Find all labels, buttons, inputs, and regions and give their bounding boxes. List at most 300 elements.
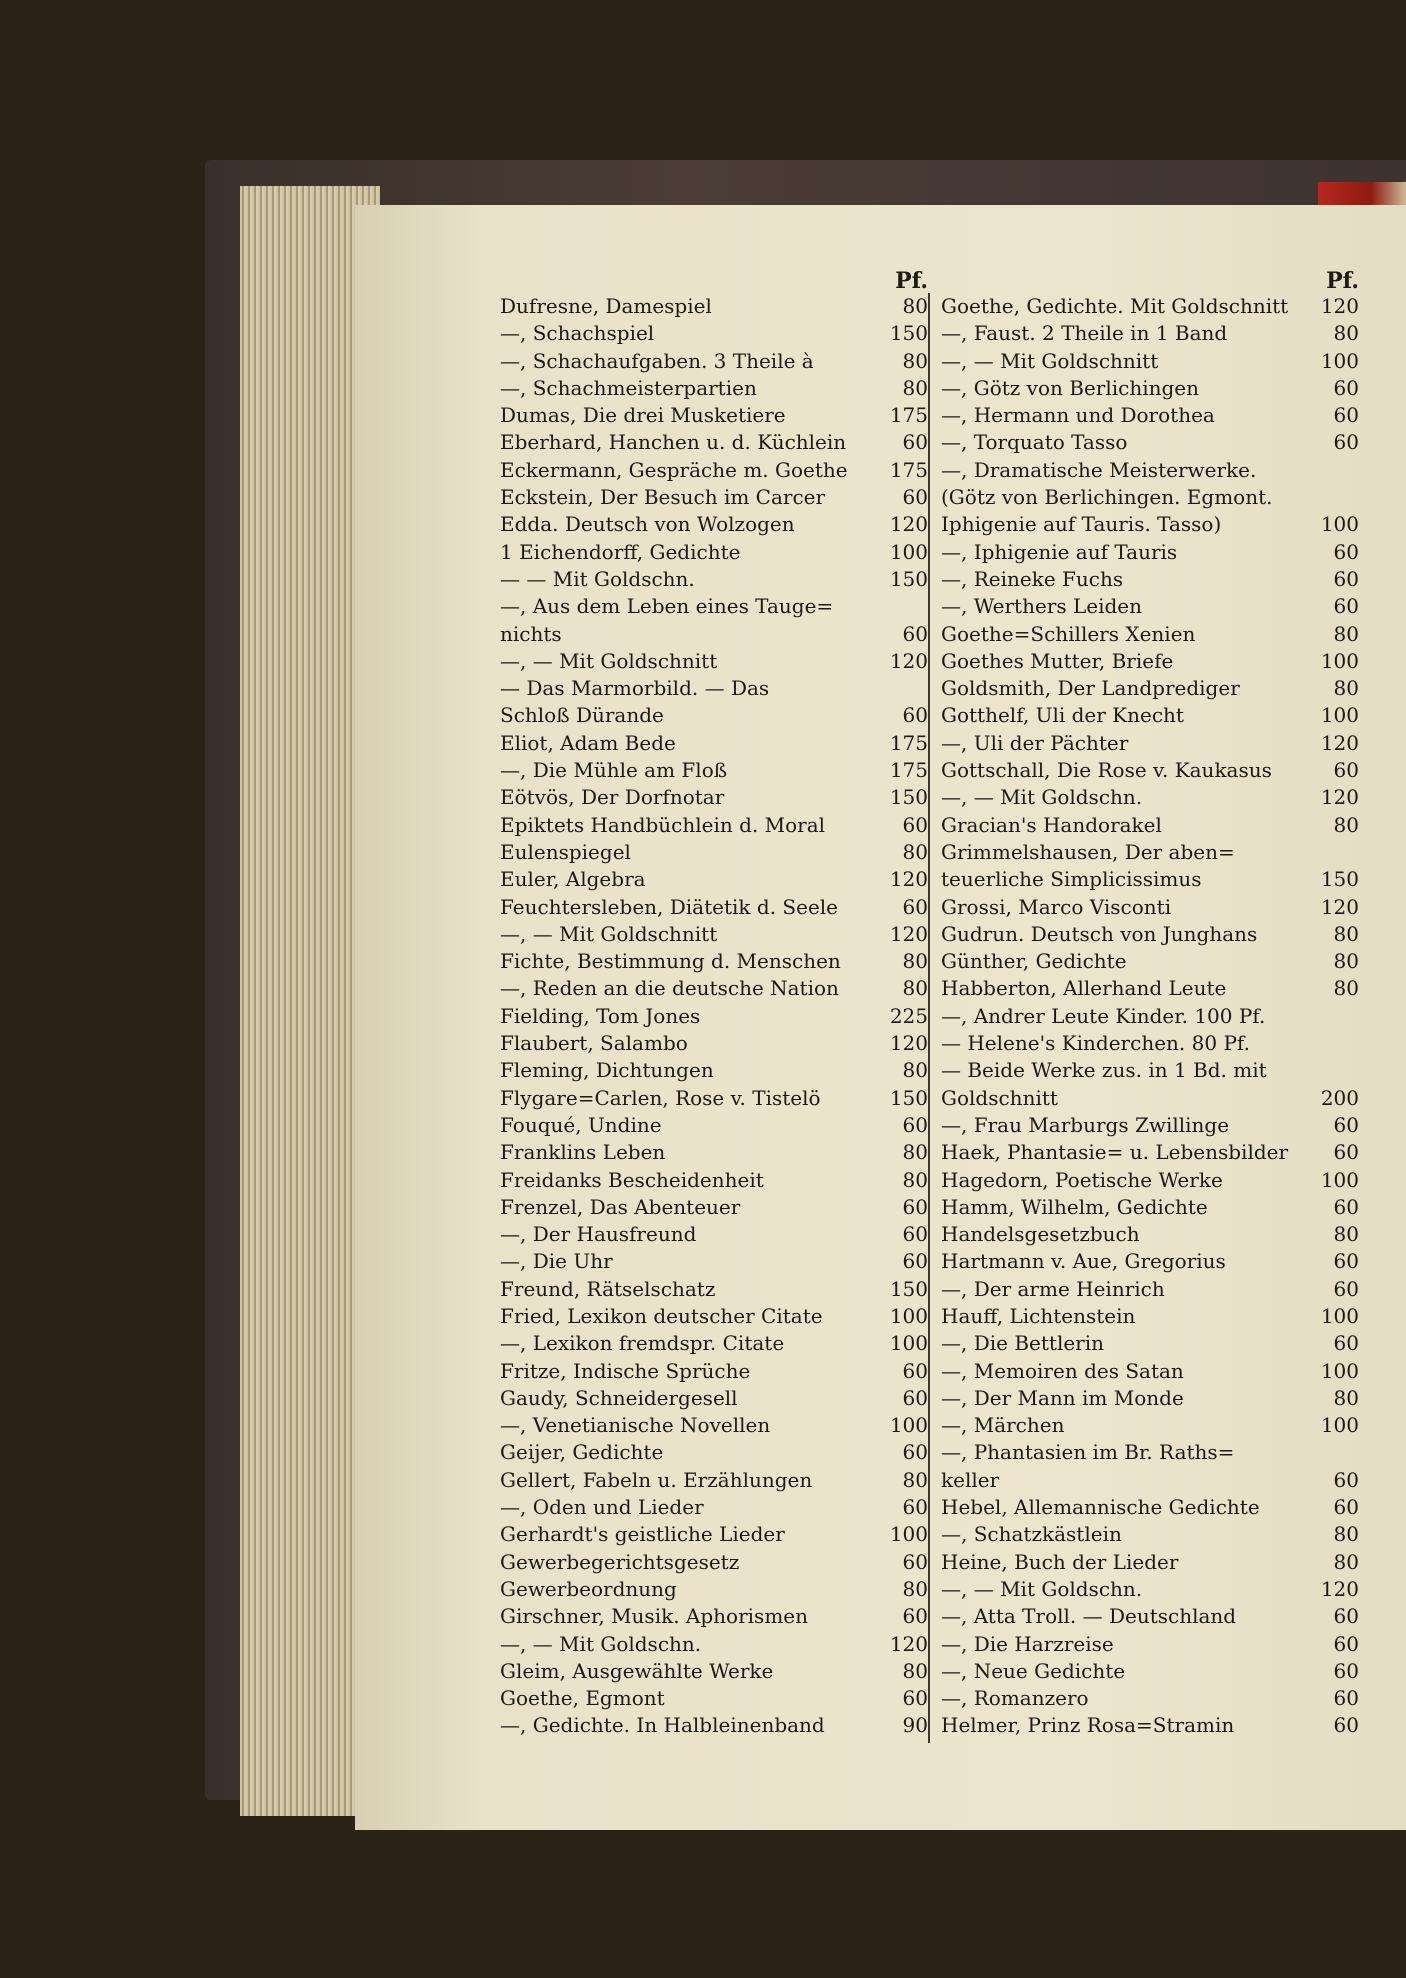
entry-price: 80 (902, 1058, 928, 1083)
entry-title: Hauff, Lichtenstein (941, 1303, 1136, 1328)
list-item (941, 457, 1359, 484)
list-item (941, 1167, 1359, 1194)
entry-title: —, — Mit Goldschnitt (500, 648, 718, 673)
entry-price: 60 (902, 1549, 928, 1574)
entry-title: —, — Mit Goldschn. (941, 1576, 1143, 1601)
entry-price: 60 (902, 1686, 928, 1711)
list-item (941, 1712, 1359, 1739)
entry-price: 80 (1333, 1385, 1359, 1410)
entry-price: 60 (1333, 1604, 1359, 1629)
entry-price: 60 (1333, 566, 1359, 591)
entry-price: 80 (902, 294, 928, 318)
entry-title: —, Reden an die deutsche Nation (500, 976, 839, 1001)
list-item (941, 293, 1359, 320)
entry-title: Gewerbegerichtsgesetz (500, 1549, 740, 1574)
entry-title: — Das Marmorbild. — Das (500, 676, 770, 701)
list-item (941, 1003, 1359, 1030)
list-item (941, 839, 1359, 866)
entry-title: Gerhardt's geistliche Lieder (500, 1522, 785, 1547)
entry-title: Hamm, Wilhelm, Gedichte (941, 1194, 1208, 1219)
entry-price: 80 (1333, 1522, 1359, 1547)
entry-price: 150 (889, 785, 928, 810)
entry-title: Hartmann v. Aue, Gregorius (941, 1249, 1226, 1274)
list-item (941, 757, 1359, 784)
list-item (941, 1139, 1359, 1166)
entry-price: 60 (902, 812, 928, 837)
entry-price: 60 (902, 1385, 928, 1410)
entry-price: 60 (1333, 594, 1359, 619)
entry-price: 80 (902, 1658, 928, 1683)
list-item (941, 1685, 1359, 1712)
entry-price: 60 (1333, 1658, 1359, 1683)
entry-price: 60 (1333, 1467, 1359, 1492)
entry-title: Eberhard, Hanchen u. d. Küchlein (500, 430, 847, 455)
list-item (500, 1467, 928, 1494)
entry-title: Feuchtersleben, Diätetik d. Seele (500, 894, 839, 919)
entry-price: 60 (902, 1604, 928, 1629)
entry-price: 175 (889, 730, 928, 755)
entry-price: 60 (902, 1495, 928, 1520)
entry-title: Goethe, Egmont (500, 1686, 665, 1711)
entry-price: 120 (889, 867, 928, 892)
entry-title: —, Schachspiel (500, 321, 655, 346)
entry-title: Fritze, Indische Sprüche (500, 1358, 751, 1383)
list-item (500, 1521, 928, 1548)
entry-title: Goldschnitt (941, 1085, 1058, 1110)
entry-title: Frenzel, Das Abenteuer (500, 1194, 741, 1219)
entry-title: —, Die Uhr (500, 1249, 613, 1274)
entry-title: —, Die Mühle am Floß (500, 758, 728, 783)
entry-price: 225 (889, 1003, 928, 1028)
entry-title: Geijer, Gedichte (500, 1440, 664, 1465)
list-item (500, 702, 928, 729)
list-item (500, 484, 928, 511)
list-item (500, 593, 928, 620)
entry-price: 150 (1320, 867, 1359, 892)
list-item (500, 1712, 928, 1739)
list-item (941, 975, 1359, 1002)
list-item (500, 648, 928, 675)
entry-title: —, Schachaufgaben. 3 Theile à (500, 348, 814, 373)
entry-price: 80 (1333, 921, 1359, 946)
list-item (500, 1549, 928, 1576)
list-item (500, 1385, 928, 1412)
entry-title: —, Faust. 2 Theile in 1 Band (941, 321, 1228, 346)
entry-title: Günther, Gedichte (941, 949, 1127, 974)
entry-title: Fleming, Dichtungen (500, 1058, 714, 1083)
entry-title: Gellert, Fabeln u. Erzählungen (500, 1467, 813, 1492)
entry-title: Gotthelf, Uli der Knecht (941, 703, 1184, 728)
list-item (500, 511, 928, 538)
entry-price: 120 (889, 1631, 928, 1656)
entry-title: Dufresne, Damespiel (500, 294, 712, 318)
entry-title: Eulenspiegel (500, 839, 631, 864)
entry-title: Gleim, Ausgewählte Werke (500, 1658, 774, 1683)
entry-price: 60 (902, 430, 928, 455)
entry-price: 60 (1333, 1686, 1359, 1711)
list-item (941, 1221, 1359, 1248)
entry-title: keller (941, 1467, 1000, 1492)
list-item (500, 1167, 928, 1194)
entry-price: 60 (1333, 1495, 1359, 1520)
entry-price: 100 (889, 539, 928, 564)
list-item (500, 1276, 928, 1303)
entry-price: 60 (1333, 758, 1359, 783)
entry-title: —, Aus dem Leben eines Tauge= (500, 594, 834, 619)
list-item (941, 648, 1359, 675)
entry-title: —, Märchen (941, 1413, 1065, 1438)
entry-title: —, Der Mann im Monde (941, 1385, 1184, 1410)
list-item (941, 1631, 1359, 1658)
list-item (500, 1303, 928, 1330)
entry-title: —, Werthers Leiden (941, 594, 1143, 619)
entry-price: 100 (889, 1522, 928, 1547)
list-item (500, 1631, 928, 1658)
list-item (500, 1576, 928, 1603)
list-item (500, 429, 928, 456)
entry-title: Habberton, Allerhand Leute (941, 976, 1227, 1001)
entry-title: —, Romanzero (941, 1686, 1089, 1711)
entry-price: 120 (1320, 785, 1359, 810)
entry-price: 80 (1333, 621, 1359, 646)
list-item (941, 702, 1359, 729)
entry-price: 80 (1333, 321, 1359, 346)
entry-price: 120 (1320, 730, 1359, 755)
entry-title: Gracian's Handorakel (941, 812, 1162, 837)
list-item (500, 1412, 928, 1439)
entry-price: 80 (1333, 1549, 1359, 1574)
entry-price: 60 (1333, 1140, 1359, 1165)
list-item (941, 1385, 1359, 1412)
list-item (941, 1030, 1359, 1057)
list-item (941, 1658, 1359, 1685)
list-item (941, 1521, 1359, 1548)
entry-title: Iphigenie auf Tauris. Tasso) (941, 512, 1222, 537)
list-item (941, 593, 1359, 620)
list-item (500, 948, 928, 975)
entry-title: —, — Mit Goldschn. (500, 1631, 702, 1656)
entry-title: —, Oden und Lieder (500, 1495, 704, 1520)
entry-title: —, Phantasien im Br. Raths= (941, 1440, 1235, 1465)
list-item (500, 1057, 928, 1084)
entry-title: —, Uli der Pächter (941, 730, 1129, 755)
entry-title: —, Dramatische Meisterwerke. (941, 457, 1257, 482)
entry-title: —, Gedichte. In Halbleinenband (500, 1713, 825, 1738)
entry-price: 60 (902, 485, 928, 510)
list-item (500, 812, 928, 839)
entry-title: —, Der arme Heinrich (941, 1276, 1165, 1301)
entry-price: 80 (902, 1467, 928, 1492)
entry-price: 60 (1333, 430, 1359, 455)
entry-title: Grimmelshausen, Der aben= (941, 839, 1235, 864)
entry-price: 120 (1320, 894, 1359, 919)
entry-title: —, — Mit Goldschnitt (500, 921, 718, 946)
entry-price: 100 (1320, 348, 1359, 373)
list-item (500, 1658, 928, 1685)
entry-price: 80 (1333, 949, 1359, 974)
list-item (941, 948, 1359, 975)
entry-title: Edda. Deutsch von Wolzogen (500, 512, 795, 537)
column-divider (928, 293, 930, 1743)
list-item (500, 730, 928, 757)
entry-title: —, Venetianische Novellen (500, 1413, 771, 1438)
list-item (500, 1112, 928, 1139)
entry-title: — Helene's Kinderchen. 80 Pf. (941, 1031, 1250, 1056)
entry-price: 60 (902, 1194, 928, 1219)
entry-price: 100 (889, 1413, 928, 1438)
entry-title: —, Schachmeisterpartien (500, 375, 757, 400)
entry-title: Handelsgesetzbuch (941, 1222, 1140, 1247)
entry-price: 60 (1333, 403, 1359, 428)
entry-price: 120 (1320, 1576, 1359, 1601)
entry-price: 60 (902, 1222, 928, 1247)
entry-title: — Beide Werke zus. in 1 Bd. mit (941, 1058, 1267, 1083)
entry-price: 90 (902, 1713, 928, 1738)
list-item (500, 1439, 928, 1466)
entry-price: 60 (1333, 1249, 1359, 1274)
entry-price: 120 (889, 512, 928, 537)
entry-title: Flygare=Carlen, Rose v. Tistelö (500, 1085, 821, 1110)
right-column (941, 293, 1359, 1740)
entry-price: 60 (1333, 1713, 1359, 1738)
entry-title: Schloß Dürande (500, 703, 664, 728)
list-item (500, 1194, 928, 1221)
list-item (500, 894, 928, 921)
entry-title: nichts (500, 621, 562, 646)
entry-title: Freund, Rätselschatz (500, 1276, 716, 1301)
entry-title: —, Die Harzreise (941, 1631, 1114, 1656)
entry-price: 120 (889, 648, 928, 673)
entry-price: 175 (889, 403, 928, 428)
list-item (941, 1412, 1359, 1439)
list-item (941, 320, 1359, 347)
list-item (500, 1139, 928, 1166)
list-item (500, 921, 928, 948)
entry-price: 100 (1320, 1167, 1359, 1192)
list-item (500, 320, 928, 347)
list-item (500, 348, 928, 375)
entry-title: Gaudy, Schneidergesell (500, 1385, 738, 1410)
list-item (941, 375, 1359, 402)
entry-title: —, Andrer Leute Kinder. 100 Pf. (941, 1003, 1266, 1028)
entry-price: 200 (1320, 1085, 1359, 1110)
list-item (500, 1085, 928, 1112)
list-item (941, 1467, 1359, 1494)
entry-title: Flaubert, Salambo (500, 1031, 688, 1056)
entry-title: —, Die Bettlerin (941, 1331, 1105, 1356)
entry-title: Gudrun. Deutsch von Junghans (941, 921, 1258, 946)
list-item (500, 866, 928, 893)
entry-price: 100 (1320, 648, 1359, 673)
list-item (941, 511, 1359, 538)
entry-price: 80 (1333, 812, 1359, 837)
list-item (500, 675, 928, 702)
list-item (941, 1194, 1359, 1221)
entry-price: 60 (1333, 1194, 1359, 1219)
entry-price: 120 (889, 921, 928, 946)
entry-price: 60 (902, 1112, 928, 1137)
list-item (941, 1248, 1359, 1275)
list-item (500, 784, 928, 811)
entry-title: Fried, Lexikon deutscher Citate (500, 1303, 823, 1328)
entry-title: Eckermann, Gespräche m. Goethe (500, 457, 848, 482)
list-item (941, 1549, 1359, 1576)
bookmark-ribbon (1318, 182, 1406, 206)
entry-price: 120 (889, 1031, 928, 1056)
entry-price: 100 (889, 1331, 928, 1356)
entry-title: Heine, Buch der Lieder (941, 1549, 1179, 1574)
entry-price: 100 (1320, 1413, 1359, 1438)
entry-title: Dumas, Die drei Musketiere (500, 403, 786, 428)
entry-price: 60 (902, 703, 928, 728)
entry-title: Goldsmith, Der Landprediger (941, 676, 1240, 701)
list-item (500, 1685, 928, 1712)
entry-price: 80 (1333, 676, 1359, 701)
list-item (500, 375, 928, 402)
entry-title: 1 Eichendorff, Gedichte (500, 539, 741, 564)
entry-title: Eckstein, Der Besuch im Carcer (500, 485, 826, 510)
list-item (941, 812, 1359, 839)
entry-price: 80 (902, 375, 928, 400)
list-item (941, 1576, 1359, 1603)
entry-title: —, Torquato Tasso (941, 430, 1128, 455)
entry-price: 60 (902, 1358, 928, 1383)
entry-price: 60 (1333, 1331, 1359, 1356)
entry-price: 150 (889, 1276, 928, 1301)
list-item (941, 675, 1359, 702)
list-item (500, 402, 928, 429)
entry-title: Girschner, Musik. Aphorismen (500, 1604, 808, 1629)
list-item (941, 1276, 1359, 1303)
list-item (500, 757, 928, 784)
list-item (500, 1603, 928, 1630)
entry-price: 60 (1333, 539, 1359, 564)
list-item (941, 1358, 1359, 1385)
entry-price: 80 (1333, 976, 1359, 1001)
entry-title: Epiktets Handbüchlein d. Moral (500, 812, 826, 837)
list-item (500, 1030, 928, 1057)
entry-title: —, Iphigenie auf Tauris (941, 539, 1178, 564)
list-item (941, 1439, 1359, 1466)
entry-title: — — Mit Goldschn. (500, 566, 695, 591)
entry-price: 60 (1333, 375, 1359, 400)
entry-title: Fouqué, Undine (500, 1112, 662, 1137)
list-item (500, 621, 928, 648)
list-item (941, 1057, 1359, 1084)
list-item (941, 1330, 1359, 1357)
entry-title: Franklins Leben (500, 1140, 666, 1165)
entry-title: Fielding, Tom Jones (500, 1003, 701, 1028)
entry-title: teuerliche Simplicissimus (941, 867, 1202, 892)
entry-title: Grossi, Marco Visconti (941, 894, 1172, 919)
entry-price: 100 (889, 1303, 928, 1328)
entry-title: (Götz von Berlichingen. Egmont. (941, 485, 1273, 510)
entry-price: 60 (902, 621, 928, 646)
entry-title: Hagedorn, Poetische Werke (941, 1167, 1223, 1192)
entry-price: 80 (902, 949, 928, 974)
entry-title: —, Neue Gedichte (941, 1658, 1126, 1683)
entry-title: Fichte, Bestimmung d. Menschen (500, 949, 841, 974)
list-item (941, 1603, 1359, 1630)
entry-price: 100 (1320, 1303, 1359, 1328)
list-item (941, 348, 1359, 375)
entry-price: 80 (902, 1167, 928, 1192)
entry-price: 80 (1333, 1222, 1359, 1247)
entry-title: Gewerbeordnung (500, 1576, 677, 1601)
entry-title: —, Lexikon fremdspr. Citate (500, 1331, 785, 1356)
entry-title: —, Hermann und Dorothea (941, 403, 1215, 428)
list-item (941, 566, 1359, 593)
entry-price: 175 (889, 457, 928, 482)
entry-price: 80 (902, 348, 928, 373)
list-item (500, 1494, 928, 1521)
entry-price: 175 (889, 758, 928, 783)
entry-price: 100 (1320, 512, 1359, 537)
entry-price: 60 (1333, 1112, 1359, 1137)
entry-title: —, — Mit Goldschnitt (941, 348, 1159, 373)
list-item (941, 402, 1359, 429)
list-item (500, 1221, 928, 1248)
entry-title: —, Schatzkästlein (941, 1522, 1122, 1547)
entry-title: Haek, Phantasie= u. Lebensbilder (941, 1140, 1289, 1165)
entry-title: —, Atta Troll. — Deutschland (941, 1604, 1237, 1629)
entry-price: 120 (1320, 294, 1359, 318)
entry-price: 150 (889, 566, 928, 591)
entry-title: Goethe=Schillers Xenien (941, 621, 1196, 646)
entry-title: —, — Mit Goldschn. (941, 785, 1143, 810)
list-item (500, 293, 928, 320)
list-item (500, 1358, 928, 1385)
entry-title: Helmer, Prinz Rosa=Stramin (941, 1713, 1235, 1738)
list-item (941, 730, 1359, 757)
entry-title: —, Der Hausfreund (500, 1222, 697, 1247)
list-item (941, 1303, 1359, 1330)
list-item (500, 457, 928, 484)
list-item (500, 1248, 928, 1275)
list-item (941, 621, 1359, 648)
list-item (500, 1330, 928, 1357)
list-item (500, 839, 928, 866)
entry-price: 60 (902, 894, 928, 919)
list-item (941, 429, 1359, 456)
list-item (500, 1003, 928, 1030)
list-item (941, 866, 1359, 893)
left-column (500, 293, 928, 1740)
entry-price: 60 (1333, 1276, 1359, 1301)
entry-price: 100 (1320, 703, 1359, 728)
entry-price: 80 (902, 1140, 928, 1165)
entry-title: —, Frau Marburgs Zwillinge (941, 1112, 1230, 1137)
entry-price: 80 (902, 976, 928, 1001)
entry-title: —, Götz von Berlichingen (941, 375, 1200, 400)
list-item (500, 975, 928, 1002)
entry-title: Euler, Algebra (500, 867, 646, 892)
entry-title: Gottschall, Die Rose v. Kaukasus (941, 758, 1272, 783)
list-item (941, 894, 1359, 921)
entry-price: 60 (1333, 1631, 1359, 1656)
list-item (941, 484, 1359, 511)
entry-title: —, Reineke Fuchs (941, 566, 1124, 591)
entry-title: Freidanks Bescheidenheit (500, 1167, 764, 1192)
entry-price: 80 (902, 1576, 928, 1601)
entry-price: 60 (902, 1249, 928, 1274)
list-item (941, 539, 1359, 566)
entry-price: 80 (902, 839, 928, 864)
entry-price: 150 (889, 1085, 928, 1110)
list-item (941, 784, 1359, 811)
entry-title: Hebel, Allemannische Gedichte (941, 1495, 1260, 1520)
list-item (941, 1112, 1359, 1139)
